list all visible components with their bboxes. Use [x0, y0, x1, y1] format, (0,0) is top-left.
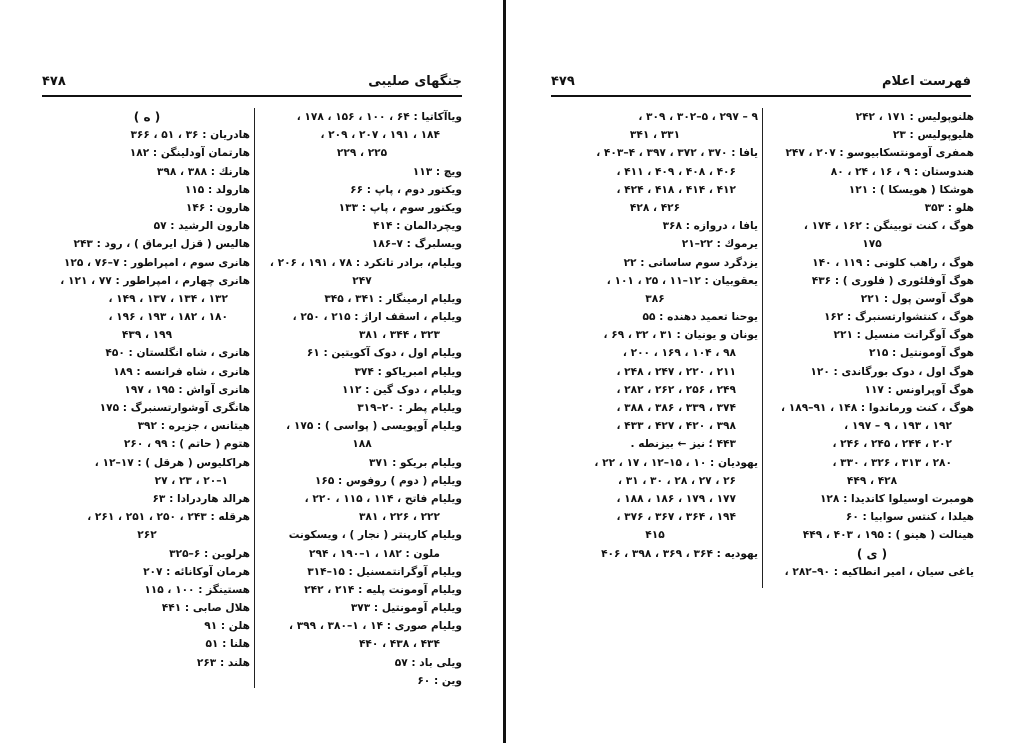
index-entry: هانگری آوشوارتسنبرگ : ۱۷۵	[99, 402, 250, 414]
index-entry: ویلیام اول ، دوک آکویتین : ۶۱	[306, 347, 462, 360]
section-letter: ( ی )	[856, 546, 888, 561]
index-entry: هوگ ، کنت ورماندوا : ۱۴۸ ، ۹۱–۱۸۹ ،	[781, 402, 974, 414]
index-entry: هلال صابی : ۴۴۱	[161, 602, 250, 615]
index-entry: ۴۱۲ ، ۴۱۴ ، ۴۱۸ ، ۴۲۴ ،	[616, 183, 736, 196]
index-entry: هالیس ( قزل ایرماق ) ، رود : ۲۴۳	[73, 238, 250, 251]
index-entry: هوگ آوسن پول : ۲۲۱	[860, 292, 974, 305]
index-entry: ۲۲۵ ، ۲۲۹	[336, 147, 388, 160]
index-entry: هارولد : ۱۱۵	[184, 183, 250, 196]
index-entry: ۲۶۲	[137, 529, 157, 542]
index-entry: هانری ، شاه انگلستان : ۴۵۰	[105, 347, 250, 360]
page-number: ۴۷۹	[551, 74, 575, 89]
index-entry: هوگ آوفلئوری ( فلوری ) : ۴۳۶	[811, 274, 974, 287]
index-entry: هتوم ( حاتم ) : ۹۹ ، ۲۶۰	[123, 438, 250, 451]
index-entry: هرالد هاردرادا : ۶۳	[152, 492, 250, 505]
index-entry: ویلی باد : ۵۷	[394, 656, 462, 669]
index-entry: هلنوپولیس : ۱۷۱ ، ۲۴۲	[855, 111, 974, 123]
index-entry: هارتمان آودلینگن : ۱۸۲	[129, 147, 250, 160]
index-entry: ویلیام ارمینگار : ۳۴۱ ، ۳۴۵	[324, 292, 462, 305]
index-entry: ویاآکاتیا : ۶۴ ، ۱۰۰ ، ۱۵۶ ، ۱۷۸ ،	[296, 111, 462, 123]
index-entry: هلند : ۲۶۳	[196, 656, 250, 669]
index-entry: ۳۷۴ ، ۳۳۹ ، ۳۸۶ ، ۳۸۸ ،	[616, 402, 736, 414]
index-entry: هندوستان : ۹ ، ۱۶ ، ۲۴ ، ۸۰	[830, 165, 974, 178]
index-entry: ۱۷۵	[862, 238, 882, 251]
index-entry: ویلیام، برادر تانکرد : ۷۸ ، ۱۹۱ ، ۲۰۶ ،	[269, 256, 462, 269]
index-entry: هیتانس ، جزیره : ۳۹۲	[137, 420, 250, 433]
index-entry: ویلیام آومونتیل : ۳۷۳	[350, 602, 462, 615]
index-entry: هوگ آوپراونس : ۱۱۷	[864, 383, 974, 396]
page-header	[42, 74, 462, 94]
index-entry: ۲۱۱ ، ۲۲۰ ، ۲۴۷ ، ۲۴۸ ،	[616, 365, 736, 378]
index-entry: ویلیام آوگرانتمسنیل : ۱۵–۳۱۴	[307, 565, 462, 578]
index-entry: ۳۲۳ ، ۳۴۴ ، ۳۸۱	[358, 329, 440, 342]
index-entry: ۱۷۷ ، ۱۷۹ ، ۱۸۶ ، ۱۸۸ ،	[616, 492, 736, 505]
header-rule	[42, 95, 462, 97]
index-entry: ویلیام آوپویسی ( پواسی ) : ۱۷۵ ،	[286, 420, 462, 433]
index-entry: یاغی سیان ، امیر انطاکیه : ۹۰–۲۸۲ ،	[784, 565, 974, 578]
index-entry: هوگ آومونتیل : ۲۱۵	[868, 347, 974, 360]
index-entry: ۲۴۷	[352, 274, 372, 287]
index-entry: ویکتور دوم ، پاپ : ۶۶	[350, 183, 462, 196]
running-title: جنگهای صلیبی	[368, 74, 462, 89]
index-entry: هانری آواش : ۱۹۵ ، ۱۹۷	[124, 383, 250, 396]
index-entry: یافا ، دروازه : ۳۶۸	[662, 220, 758, 233]
left-page	[0, 0, 506, 743]
index-entry: هرقله : ۲۴۳ ، ۲۵۰ ، ۲۵۱ ، ۲۶۱ ،	[87, 511, 250, 524]
index-entry: ویلیام ، دوک گین : ۱۱۲	[342, 383, 462, 396]
index-entry: ویچردالمان : ۴۱۴	[373, 220, 462, 233]
index-entry: هینالت ( هینو ) : ۱۹۵ ، ۴۰۳ ، ۴۴۹	[802, 529, 974, 542]
index-entry: ویلیام پطر : ۲۰–۳۱۹	[357, 402, 462, 414]
index-entry: ۳۳۱ ، ۳۴۱	[629, 129, 681, 142]
index-entry: ۲۰۲ ، ۲۴۴ ، ۲۴۵ ، ۲۴۶ ،	[832, 438, 952, 451]
index-entry: ۹۸ ، ۱۰۴ ، ۱۶۹ ، ۲۰۰ ،	[622, 347, 736, 360]
index-entry: هادریان : ۳۶ ، ۵۱ ، ۳۶۶	[130, 129, 250, 142]
index-entry: ویلیام امبریاکو : ۳۷۴	[354, 365, 462, 378]
index-entry: ۴۴۳ ؛ نیز ← بیزنطه .	[630, 438, 736, 451]
index-entry: ویلیام ( دوم ) روفوس : ۱۶۵	[314, 474, 462, 487]
index-entry: ویسلبرگ : ۷–۱۸۶	[371, 238, 462, 251]
index-entry: هستینگز : ۱۰۰ ، ۱۱۵	[144, 583, 250, 596]
index-entry: ۴۲۸ ، ۴۴۹	[846, 474, 898, 487]
index-entry: ویلیام آومونت پلیه : ۲۱۴ ، ۲۴۲	[304, 583, 462, 596]
column-divider	[254, 108, 255, 688]
index-entry: ۴۲۶ ، ۴۲۸	[629, 201, 681, 214]
index-entry: ۱۹۲ ، ۱۹۳ ، ۹ – ۱۹۷ ،	[844, 420, 952, 433]
index-entry: ۳۸۶	[645, 292, 665, 305]
index-entry: هوگ ، کنتشوارتسنبرگ : ۱۶۲	[823, 311, 974, 324]
index-entry: هارون الرشید : ۵۷	[153, 220, 250, 233]
index-column-right	[770, 108, 974, 581]
index-entry: ۱۳۲ ، ۱۳۴ ، ۱۳۷ ، ۱۴۹ ،	[108, 292, 228, 305]
index-entry: یهودیان : ۱۰ ، ۱۵–۱۲ ، ۱۷ ، ۲۲ ،	[594, 456, 758, 469]
index-entry: ۱–۲۰ ، ۲۳ ، ۲۷	[154, 474, 228, 487]
page-number: ۴۷۸	[42, 74, 66, 89]
index-entry: ۱۸۸	[352, 438, 372, 451]
index-entry: ویلیام بریکو : ۳۷۱	[368, 456, 462, 469]
index-entry: یوحنا تعمید دهنده : ۵۵	[642, 311, 758, 324]
index-entry: ۴۳۴ ، ۴۳۸ ، ۴۴۰	[358, 638, 440, 651]
index-entry: ملون : ۱۸۲ ، ۱–۱۹۰ ، ۲۹۴	[309, 547, 440, 560]
index-entry: یهودیه : ۳۶۴ ، ۳۶۹ ، ۳۹۸ ، ۴۰۶	[601, 547, 758, 560]
index-entry: ۱۸۴ ، ۱۹۱ ، ۲۰۷ ، ۲۰۹ ،	[320, 129, 440, 142]
index-entry: هارون : ۱۴۶	[185, 201, 250, 214]
index-column-left	[552, 108, 758, 563]
index-entry: ۴۱۵	[645, 529, 665, 542]
index-entry: ویکتور سوم ، پاپ : ۱۳۳	[338, 201, 462, 214]
section-letter: ( ه )	[133, 110, 161, 124]
index-entry: هوگ اول ، دوک بورگاندی : ۱۲۰	[810, 365, 974, 378]
index-entry: هلو : ۳۵۳	[924, 201, 974, 214]
index-entry: ۱۹۴ ، ۳۶۴ ، ۳۶۷ ، ۳۷۶ ،	[616, 511, 736, 524]
index-entry: هرمان آوکانائه : ۲۰۷	[143, 565, 250, 578]
index-entry: یافا : ۳۷۰ ، ۳۷۲ ، ۳۹۷ ، ۴–۴۰۳ ،	[596, 147, 758, 160]
index-entry: ویلیام فاتح ، ۱۱۴ ، ۱۱۵ ، ۲۲۰ ،	[304, 492, 462, 505]
index-entry: ۳۹۸ ، ۴۲۰ ، ۴۲۷ ، ۴۳۳ ،	[616, 420, 736, 433]
index-entry: ۱۸۰ ، ۱۸۲ ، ۱۹۳ ، ۱۹۶ ،	[108, 311, 228, 324]
index-entry: هانری ، شاه فرانسه : ۱۸۹	[113, 365, 250, 378]
index-entry: هارنك : ۳۸۸ ، ۳۹۸	[156, 165, 250, 178]
index-entry: یعقوبیان : ۱۲–۱۱ ، ۲۵ ، ۱۰۱ ،	[606, 274, 758, 287]
index-entry: یزدگرد سوم ساسانی : ۲۲	[623, 256, 758, 269]
index-entry: وین : ۶۰	[417, 674, 462, 687]
right-page	[506, 0, 1013, 743]
index-entry: هلن : ۹۱	[204, 620, 250, 633]
index-entry: ۴۰۶ ، ۴۰۸ ، ۴۰۹ ، ۴۱۱ ،	[616, 165, 736, 178]
index-entry: هرلوین : ۶–۳۲۵	[169, 547, 250, 560]
index-entry: هیلدا ، کنتس سوابیا : ۶۰	[845, 511, 974, 524]
index-entry: ۹ – ۲۹۷ ، ۵–۳۰۲ ، ۳۰۹ ،	[638, 111, 758, 123]
page-header	[551, 74, 971, 94]
index-column-right	[262, 108, 462, 690]
index-entry: هوگ آوگرانت منسیل : ۲۲۱	[833, 329, 974, 342]
running-title: فهرست اعلام	[882, 74, 971, 89]
index-entry: هلیوپولیس : ۲۳	[892, 129, 974, 142]
index-entry: هراکلیوس ( هرقل ) : ۱۷–۱۲ ،	[94, 456, 250, 469]
index-entry: هوشکا ( هویسکا ) : ۱۲۱	[848, 183, 974, 196]
index-entry: ویلیام کارپنتر ( نجار ) ، ویسکونت	[288, 529, 462, 542]
header-rule	[551, 95, 971, 97]
index-entry: هوگ ، کنت توبینگن : ۱۶۲ ، ۱۷۴ ،	[803, 220, 974, 233]
column-divider	[762, 108, 763, 588]
index-entry: ۲۶ ، ۲۷ ، ۲۸ ، ۳۰ ، ۳۱ ،	[617, 474, 736, 487]
index-entry: یونان و یونیان : ۳۱ ، ۳۲ ، ۶۹ ،	[603, 329, 758, 342]
index-entry: ۲۲۲ ، ۲۲۶ ، ۳۸۱	[358, 511, 440, 524]
index-entry: ویلیام ، اسقف اراژ : ۲۱۵ ، ۲۵۰ ،	[292, 311, 462, 324]
index-entry: ۲۴۹ ، ۲۵۶ ، ۲۶۲ ، ۲۸۲ ،	[616, 383, 736, 396]
index-entry: ویلیام صوری : ۱۴ ، ۱–۳۸۰ ، ۳۹۹ ،	[289, 620, 462, 633]
index-entry: هلنا : ۵۱	[205, 638, 250, 651]
index-entry: یرموك : ۲۲–۲۱	[681, 238, 758, 251]
index-entry: هوگ ، راهب کلونی : ۱۱۹ ، ۱۴۰	[812, 256, 974, 269]
index-entry: ۲۸۰ ، ۳۱۳ ، ۳۲۶ ، ۳۳۰ ،	[832, 456, 952, 469]
index-column-left	[44, 108, 250, 672]
index-entry: ۱۹۹ ، ۴۳۹	[121, 329, 173, 342]
index-entry: هانری چهارم ، امپراطور : ۷۷ ، ۱۲۱ ،	[60, 274, 250, 287]
index-entry: هومبرت اوسیلوا کاندیدا : ۱۲۸	[819, 492, 974, 505]
index-entry: ویچ : ۱۱۳	[412, 165, 462, 178]
index-entry: همفری آومونتسکابیوسو : ۲۰۷ ، ۲۴۷	[785, 147, 974, 160]
index-entry: هانری سوم ، امپراطور : ۷–۷۶ ، ۱۲۵	[63, 256, 250, 269]
